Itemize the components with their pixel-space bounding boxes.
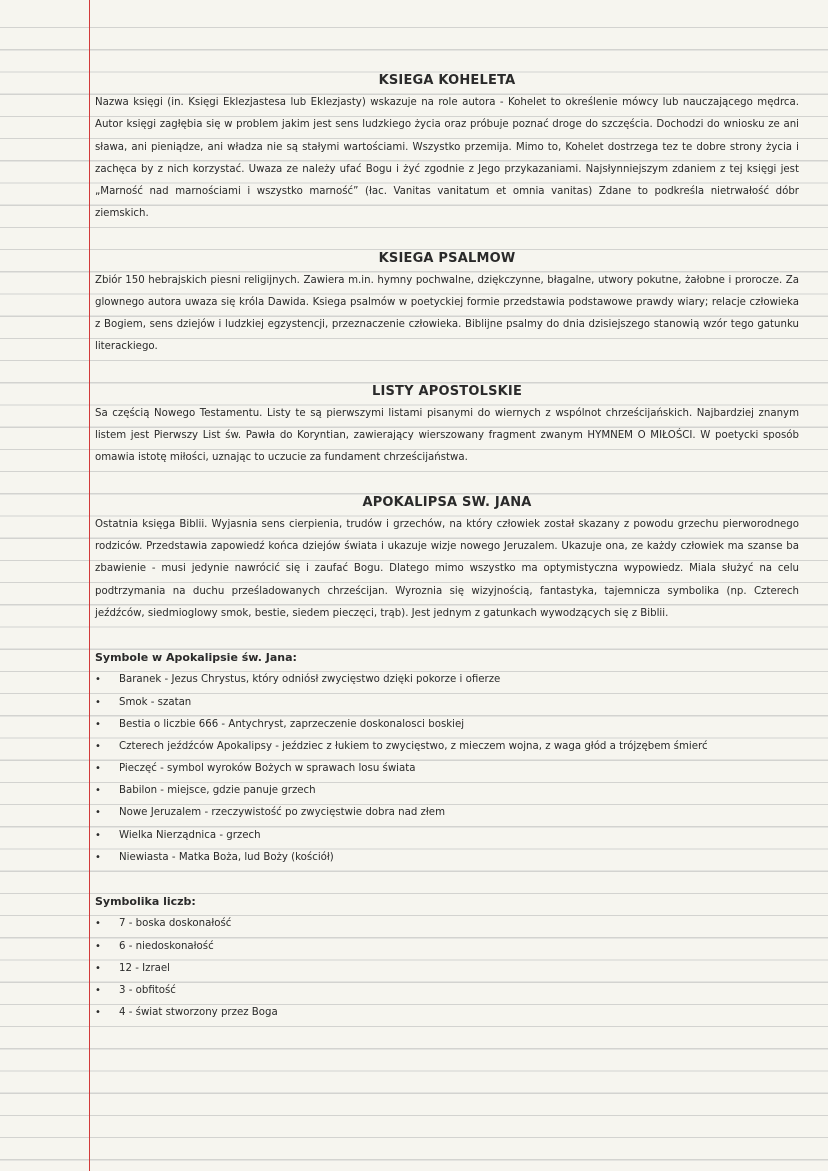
list-item-text: Bestia o liczbie 666 - Antychryst, zaprzeczenie doskonalosci boskiej: [119, 718, 465, 730]
section-title: KSIEGA PSALMOW: [378, 250, 516, 266]
section-koheleta: [95, 70, 799, 225]
bullet-icon: •: [95, 807, 101, 819]
section-title: KSIEGA KOHELETA: [378, 73, 516, 88]
list-item-text: Babilon - miejsce, gdzie panuje grzech: [119, 785, 316, 797]
list-item: [95, 913, 799, 935]
bullet-icon: •: [95, 785, 101, 797]
list-item-text: Czterech jeźdźców Apokalipsy - jeździec z łukiem to zwycięstwo, z mieczem wojna, z waga głód a trójzębem śmierć: [119, 740, 708, 752]
list-item: [95, 980, 799, 1002]
bullet-icon: •: [95, 984, 101, 996]
numbers-list-section: [95, 891, 799, 1024]
list-item: [95, 780, 799, 802]
bullet-icon: •: [95, 829, 101, 841]
bullet-icon: •: [95, 1007, 101, 1019]
list-item: [95, 802, 799, 824]
section-title: LISTY APOSTOLSKIE: [371, 383, 523, 399]
margin-line: [89, 0, 90, 1171]
symbols-list-section: [95, 647, 799, 869]
list-item-text: Pieczęć - symbol wyroków Bożych w sprawach losu świata: [119, 763, 416, 775]
section-text: Zbiór 150 hebrajskich piesni religijnych. Zawiera m.in. hymny pochwalne, dziękczynne, błagalne, utwory pokutne, żałobne i prorocze. Za glownego autora uwaza się króla Dawida. Ksiega psalmów w poetyckiej formie przedstawia podstawowe prawdy wiary; relacje człowieka z Bogiem, sens dziejów i ludzkiej egzystencji, przeznaczenie człowieka. Biblijne psalmy do dnia dzisiejszego stanowią wzór tego gatunku literackiego.: [95, 274, 799, 353]
list-item: [95, 1002, 799, 1024]
list-item-text: Smok - szatan: [119, 696, 192, 708]
section-psalmow: [95, 248, 799, 359]
list-item: [95, 669, 799, 691]
list-item: [95, 692, 799, 714]
list-item: [95, 825, 799, 847]
list-item-text: 12 - Izrael: [119, 962, 170, 974]
section-title: APOKALIPSA SW. JANA: [362, 494, 532, 510]
list-item-text: Niewiasta - Matka Boża, lud Boży (kościół): [119, 851, 334, 863]
list-item: [95, 958, 799, 980]
spacer: [95, 359, 799, 381]
notebook-page: [95, 70, 799, 1024]
section-apokalipsa: [95, 492, 799, 625]
bullet-icon: •: [95, 740, 101, 752]
list-item: [95, 736, 799, 758]
symbols-heading: Symbole w Apokalipsie św. Jana:: [95, 651, 297, 665]
symbols-list: [95, 669, 799, 869]
list-item: [95, 714, 799, 736]
bullet-icon: •: [95, 940, 101, 952]
bullet-icon: •: [95, 918, 101, 930]
list-item-text: Wielka Nierządnica - grzech: [119, 829, 261, 841]
spacer: [95, 470, 799, 492]
list-item-text: 7 - boska doskonałość: [119, 918, 232, 930]
bullet-icon: •: [95, 851, 101, 863]
section-listy: [95, 381, 799, 470]
list-item-text: 3 - obfitość: [119, 984, 176, 996]
list-item: [95, 847, 799, 869]
list-item-text: Nowe Jeruzalem - rzeczywistość po zwycięstwie dobra nad złem: [119, 807, 445, 819]
section-text: Sa częścią Nowego Testamentu. Listy te są pierwszymi listami pisanymi do wiernych z wspólnot chrześcijańskich. Najbardziej znanym listem jest Pierwszy List św. Pawła do Koryntian, zawierający wierszowany fragment zwanym HYMNEM O MIŁOŚCI. W poetycki sposób omawia istotę miłości, uznając to uczucie za fundament chrześcijaństwa.: [95, 407, 799, 464]
bullet-icon: •: [95, 962, 101, 974]
list-item-text: Baranek - Jezus Chrystus, który odniósł zwycięstwo dzięki pokorze i ofierze: [119, 674, 501, 686]
spacer: [95, 625, 799, 647]
list-item: [95, 758, 799, 780]
list-item-text: 6 - niedoskonałość: [119, 940, 214, 952]
list-item: [95, 936, 799, 958]
bullet-icon: •: [95, 696, 101, 708]
spacer: [95, 869, 799, 891]
bullet-icon: •: [95, 763, 101, 775]
spacer: [95, 225, 799, 247]
section-text: Ostatnia księga Biblii. Wyjasnia sens cierpienia, trudów i grzechów, na który człowiek został skazany z powodu grzechu pierworodnego rodziców. Przedstawia zapowiedź końca dziejów świata i ukazuje wizje nowego Jeruzalem. Ukazuje ona, ze każdy człowiek ma szanse ba zbawienie - musi jedynie nawrócić się i zaufać Bogu. Dlatego mimo wszystko ma optymistyczna wypowiedz. Miala służyć na celu podtrzymania na duchu prześladowanych chrześcijan. Wyroznia się wizyjnością, fantastyka, tajemnicza symbolika (np. Czterech jeźdźców, siedmioglowy smok, bestie, siedem pieczęci, trąb). Jest jednym z gatunkach wywodzących się z Biblii.: [95, 518, 799, 619]
list-item-text: 4 - świat stworzony przez Boga: [119, 1007, 278, 1019]
bullet-icon: •: [95, 718, 101, 730]
bullet-icon: •: [95, 674, 101, 686]
numbers-list: [95, 913, 799, 1024]
numbers-heading: Symbolika liczb:: [95, 895, 196, 909]
section-text: Nazwa księgi (in. Księgi Eklezjastesa lub Eklezjasty) wskazuje na role autora - Kohelet to określenie mówcy lub nauczającego mędrca. Autor księgi zagłębia się w problem jakim jest sens ludzkiego życia oraz próbuje poznać droge do szczęścia. Dochodzi do wniosku ze ani sława, ani pieniądze, ani władza nie są stałymi wartościami. Wszystko przemija. Mimo to, Kohelet dostrzega tez te dobre strony życia i zachęca by z nich korzystać. Uwaza ze należy ufać Bogu i żyć zgodnie z Jego przykazaniami. Najsłynniejszym zdaniem z tej księgi jest „Marność nad marnościami i wszystko marność” (łac. Vanitas vanitatum et omnia vanitas) Zdane to podkreśla nietrwałość dóbr ziemskich.: [95, 97, 799, 220]
